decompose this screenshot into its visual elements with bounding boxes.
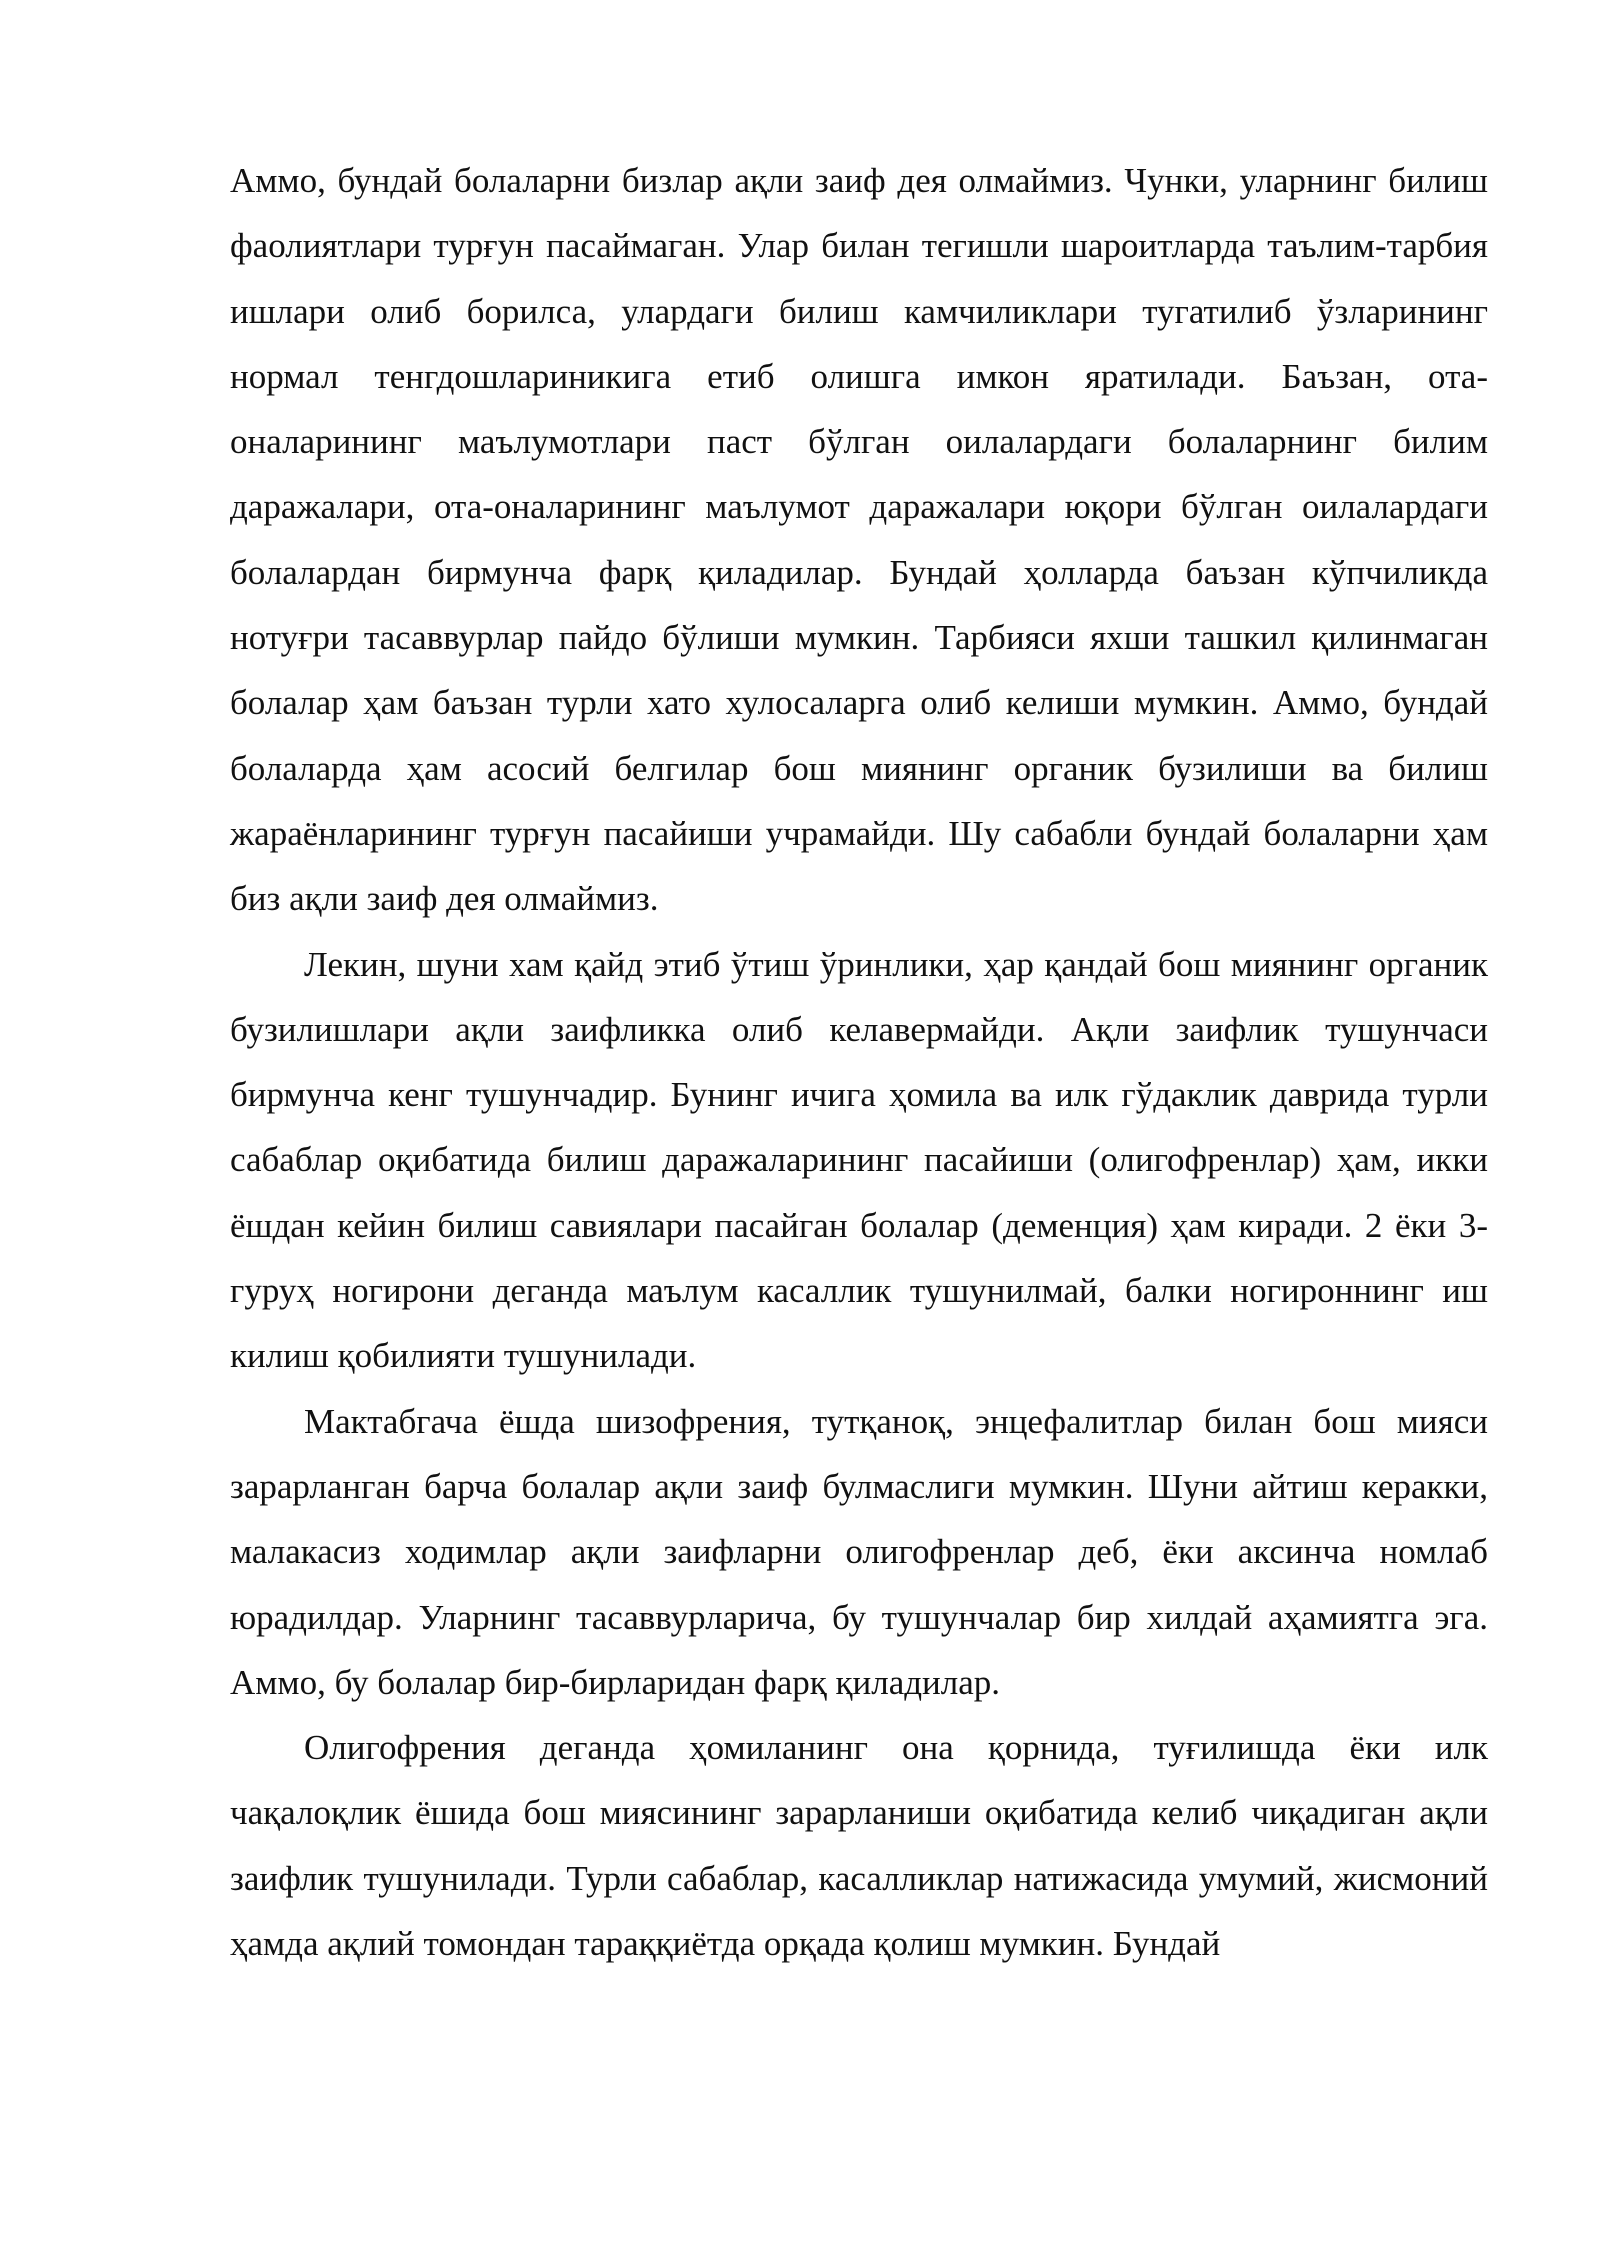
document-body — [230, 148, 1488, 1976]
paragraph-1: Аммо, бундай болаларни бизлар ақли заиф дея олмаймиз. Чунки, уларнинг билиш фаолиятлари турғун пасаймаган. Улар билан тегишли шароитларда таълим-тарбия ишлари олиб борилса, улардаги билиш камчиликлари тугатилиб ўзларининг нормал тенгдошлариникига етиб олишга имкон яратилади. Баъзан, ота-оналарининг маълумотлари паст бўлган оилалардаги болаларнинг билим даражалари, ота-оналарининг маълумот даражалари юқори бўлган оилалардаги болалардан бирмунча фарқ қиладилар. Бундай ҳолларда баъзан кўпчиликда нотуғри тасаввурлар пайдо бўлиши мумкин. Тарбияси яхши ташкил қилинмаган болалар ҳам баъзан турли хато хулосаларга олиб келиши мумкин. Аммо, бундай болаларда ҳам асосий белгилар бош миянинг органик бузилиши ва билиш жараёнларининг турғун пасайиши учрамайди. Шу сабабли бундай болаларни ҳам биз ақли заиф дея олмаймиз. — [230, 161, 1488, 919]
paragraph-3: Мактабгача ёшда шизофрения, тутқаноқ, энцефалитлар билан бош мияси зарарланган барча болалар ақли заиф булмаслиги мумкин. Шуни айтиш керакки, малакасиз ходимлар ақли заифларни олигофренлар деб, ёки аксинча номлаб юрадилдар. Уларнинг тасаввурларича, бу тушунчалар бир хилдай аҳамиятга эга. Аммо, бу болалар бир-бирларидан фарқ қиладилар. — [230, 1401, 1488, 1702]
paragraph-2: Лекин, шуни хам қайд этиб ўтиш ўринлики, ҳар қандай бош миянинг органик бузилишлари ақли заифликка олиб келавермайди. Ақли заифлик тушунчаси бирмунча кенг тушунчадир. Бунинг ичига ҳомила ва илк гўдаклик даврида турли сабаблар оқибатида билиш даражаларининг пасайиши (олигофренлар) ҳам, икки ёшдан кейин билиш савиялари пасайган болалар (деменция) ҳам киради. 2 ёки 3- гуруҳ ногирони деганда маълум касаллик тушунилмай, балки ногироннинг иш килиш қобилияти тушунилади. — [230, 944, 1488, 1376]
paragraph-4: Олигофрения деганда ҳомиланинг она қорнида, туғилишда ёки илк чақалоқлик ёшида бош миясининг зарарланиши оқибатида келиб чиқадиган ақли заифлик тушунилади. Турли сабаблар, касалликлар натижасида умумий, жисмоний ҳамда ақлий томондан тараққиётда орқада қолиш мумкин. Бундай — [230, 1728, 1488, 1964]
